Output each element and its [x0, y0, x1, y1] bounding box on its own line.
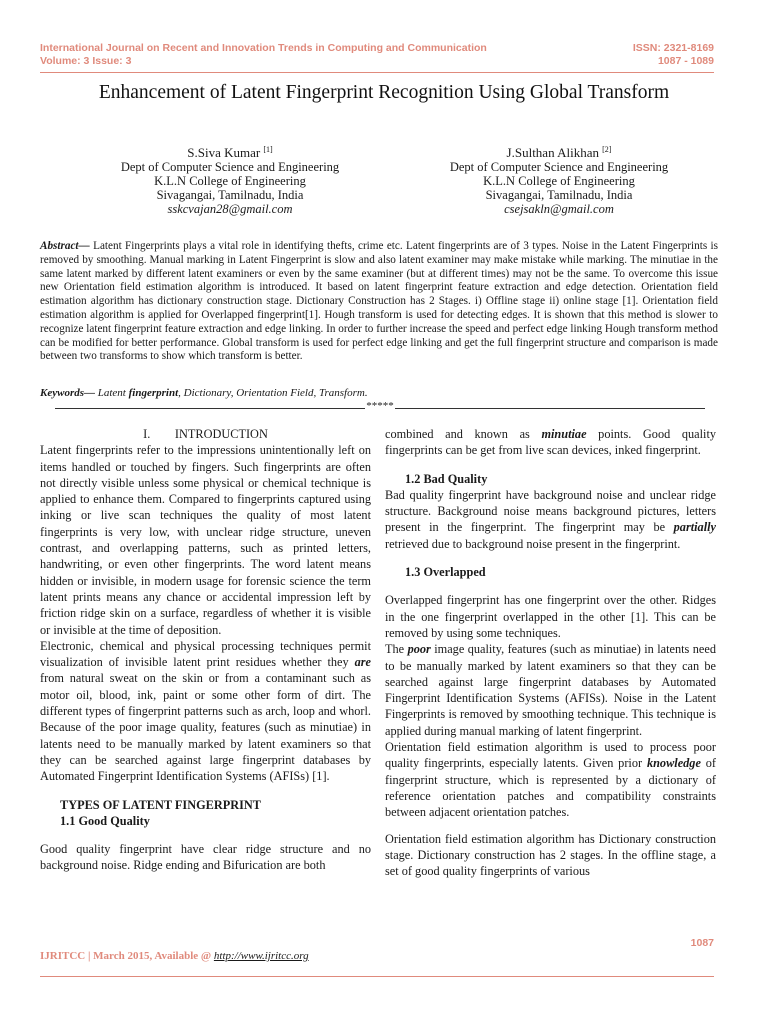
ofe-em: knowledge: [646, 756, 701, 771]
journal-pages: 1087 - 1089: [657, 54, 714, 67]
author-1-ref: [1]: [263, 145, 273, 154]
minutiae-a: combined and known as: [385, 427, 530, 441]
ofe-b: of fingerprint structure, which is represented by a dictionary of reference orientation patches and compatibility constraints between adjacent orientation patches.: [385, 756, 716, 820]
poor-quality-text: [385, 641, 716, 739]
author-1-place: Sivagangai, Tamilnadu, India: [156, 188, 304, 202]
author-2-email[interactable]: csejsakln@gmail.com: [504, 202, 614, 216]
overlapped-heading: 1.3 Overlapped: [405, 565, 486, 580]
spacer: [40, 785, 371, 797]
types-heading: TYPES OF LATENT FINGERPRINT: [60, 797, 261, 812]
separator-stars: *****: [366, 400, 394, 412]
minutiae-paragraph: [385, 426, 716, 459]
author-1-email[interactable]: sskcvajan28@gmail.com: [167, 202, 293, 216]
orientation-field-text: [385, 739, 716, 820]
section-separator: [55, 400, 705, 414]
bad-quality-em: partially: [673, 520, 716, 535]
right-column: [385, 426, 716, 879]
ofe-a: Orientation field estimation algorithm is used to process poor quality fingerprints, especially latents. Given prior: [385, 740, 716, 771]
spacer: [385, 459, 716, 471]
bad-quality-text: [385, 487, 716, 552]
author-2: [409, 143, 709, 216]
author-1-college: K.L.N College of Engineering: [154, 174, 306, 188]
spacer: [385, 821, 716, 831]
left-column: [40, 426, 371, 874]
keywords-bold: fingerprint: [128, 387, 179, 399]
author-2-name: J.Sulthan Alikhan: [506, 145, 599, 160]
abstract: [40, 240, 718, 364]
bad-quality-heading: 1.2 Bad Quality: [405, 471, 488, 486]
poor-em: poor: [407, 642, 431, 657]
spacer: [40, 829, 371, 841]
intro-paragraph-2-b: from natural sweat on the skin or from a contaminant such as motor oil, blood, ink, paint or some other form of dirt. The different types of fingerprint patterns such as arch, loop and whorl. Because of the poor image quality, features (such as minutiae) in latents need to be manually marked by latent examiners so that they can be searched against large fingerprint databases by Automated Fingerprint Identification Systems (AFISs) [1].: [40, 671, 371, 784]
good-quality-heading: 1.1 Good Quality: [60, 813, 150, 828]
journal-volume: Volume: 3 Issue: 3: [40, 54, 132, 67]
keywords-pre: Latent: [97, 387, 126, 399]
journal-header: [40, 42, 487, 67]
author-2-place: Sivagangai, Tamilnadu, India: [485, 188, 633, 202]
overlapped-text: Overlapped fingerprint has one fingerprint over the other. Ridges in the one fingerprint overlapped in the other [1]. This can be removed by using some techniques.: [385, 593, 716, 640]
author-2-ref: [2]: [602, 145, 612, 154]
footer-left: [40, 950, 309, 962]
separator-line-left: [55, 408, 365, 409]
author-1-name: S.Siva Kumar: [187, 145, 261, 160]
author-1-dept: Dept of Computer Science and Engineering: [120, 160, 340, 174]
separator-line-right: [395, 408, 705, 409]
abstract-text: Latent Fingerprints plays a vital role in identifying thefts, crime etc. Latent fingerprints are of 3 types. Noise in the Latent Fingerprints is removed by smoothing. Manual marking in Latent Fingerprint is slow and also latent examiner may make mistake while marking. The minutiae in the same latent marked by different latent examiners or even by the same examiner (but at different times) may not be the same. To overcome this issue new Orientation field estimation algorithm is introduced. It based on latent fingerprint feature extraction and edge detection. Orientation field estimation algorithm has dictionary construction stage. Dictionary Construction has 2 Stages. i) Offline stage ii) online stage [1]. Orientation field estimation algorithm is applied for Overlapped fingerprint[1]. Hough transform is used for detecting edges. It is shown that this method is slower to recognize latent fingerprint feature extraction and edge linking. In order to further increase the speed and perfect edge linking Hough transform method can be modified for better performance. Global transform is used for perfect edge linking and get the full fingerprint structure and comparison is made between two transforms to show which transform is better.: [40, 240, 719, 363]
poor-a: The: [385, 642, 405, 657]
minutiae-em: minutiae: [541, 427, 587, 441]
intro-paragraph-1: Latent fingerprints refer to the impressions unintentionally left on items handled or touched by fingers. Such fingerprints are often not directly visible unless some physical or chemical technique is applied to enhance them. Compared to fingerprints captured using inking or live scan techniques the quality of most latent fingerprints is very low, with unclear ridge structure, uneven contrast, and overlapping patterns, such as printed letters, handwriting, or even other fingerprints. The word latent means hidden or invisible, in modern usage for forensic science the term latent prints means any chance or accidental impression left by friction ridge skin on a surface, regardless of whether it is visible or invisible at the time of deposition.: [40, 443, 371, 637]
footer-divider: [40, 976, 714, 977]
bad-quality-b: retrieved due to background noise present in the fingerprint.: [385, 536, 681, 551]
good-quality-text: Good quality fingerprint have clear ridge structure and no background noise. Ridge ending and Bifurication are both: [40, 842, 371, 873]
intro-paragraph-2-em: are: [354, 655, 372, 670]
keywords: [40, 387, 368, 399]
author-2-college: K.L.N College of Engineering: [483, 174, 635, 188]
footer-text: IJRITCC | March 2015, Available @: [40, 950, 212, 962]
journal-name: International Journal on Recent and Innovation Trends in Computing and Communication: [40, 42, 487, 54]
spacer: [385, 580, 716, 592]
poor-b: image quality, features (such as minutiae) in latents need to be manually marked by latent examiners so that they can be searched against large fingerprint databases by Automated Fingerprint Identification Systems (AFISs). Noise in the Latent Fingerprints is removed by smoothing technique. This technique is applied during manual marking of latent fingerprint.: [385, 642, 716, 738]
bad-quality-a: Bad quality fingerprint have background noise and unclear ridge structure. Background noise means background pictures, letters present in the fingerprint. The fingerprint may be: [385, 487, 716, 535]
keywords-post: , Dictionary, Orientation Field, Transform.: [178, 387, 368, 399]
footer-url-link[interactable]: http://www.ijritcc.org: [213, 950, 309, 962]
spacer: [385, 552, 716, 564]
journal-issn-block: [633, 42, 714, 67]
paper-title: Enhancement of Latent Fingerprint Recognition Using Global Transform: [98, 82, 670, 103]
section-introduction-title: I. INTRODUCTION: [143, 427, 268, 441]
author-2-dept: Dept of Computer Science and Engineering: [449, 160, 669, 174]
journal-issn: ISSN: 2321-8169: [632, 42, 714, 54]
minutiae-b: points. Good quality fingerprints can be get from live scan devices, inked fingerprint.: [385, 427, 717, 458]
dictionary-text: Orientation field estimation algorithm has Dictionary construction stage. Dictionary construction has 2 stages. In the offline stage, a set of good quality fingerprints of various: [385, 831, 716, 879]
author-1: [80, 143, 380, 216]
page-number: 1087: [690, 937, 714, 949]
intro-paragraph-2-a: Electronic, chemical and physical processing techniques permit visualization of invisible latent print residues whether they: [40, 638, 371, 670]
keywords-label: Keywords—: [40, 387, 95, 399]
header-divider: [40, 72, 714, 73]
intro-paragraph-2: [40, 638, 371, 785]
abstract-label: Abstract—: [40, 240, 90, 252]
